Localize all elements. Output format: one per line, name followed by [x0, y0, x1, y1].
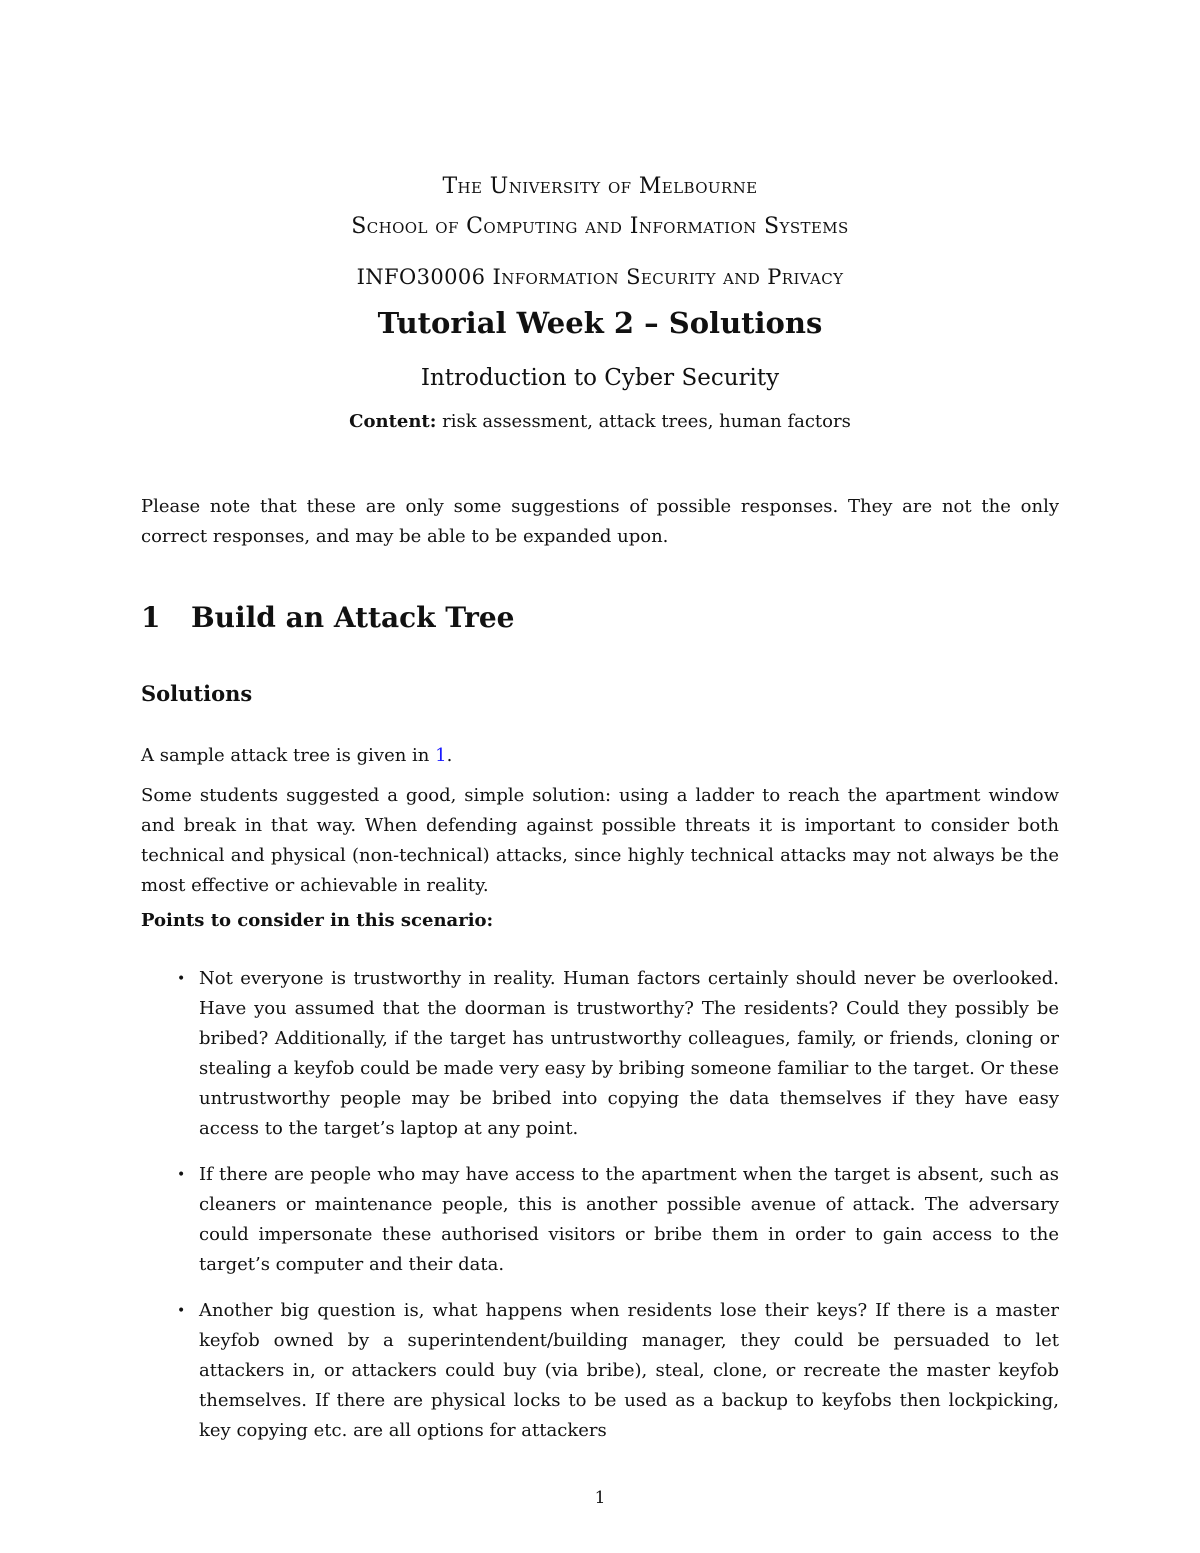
points-heading: Points to consider in this scenario:: [141, 910, 494, 931]
content-text: risk assessment, attack trees, human factors: [442, 411, 851, 432]
section-title: Build an Attack Tree: [191, 601, 515, 634]
bullet-icon: •: [177, 1167, 186, 1183]
list-item-text: Another big question is, what happens when residents lose their keys? If there is a master keyfob owned by a superintendent/building manager, they could be persuaded to let attackers in, or attackers could buy (via bribe), steal, clone, or recreate the master keyfob themselves. If there are physical locks to be used as a backup to keyfobs then lockpicking, key copying etc. are all options for attackers: [199, 1300, 1059, 1441]
list-item-text: Not everyone is trustworthy in reality. Human factors certainly should never be overlooked. Have you assumed that the doorman is trustworthy? The residents? Could they possibly be bribed? Additionally, if the target has untrustworthy colleagues, family, or friends, cloning or stealing a keyfob could be made very easy by bribing someone familiar to the target. Or these untrustworthy people may be bribed into copying the data themselves if they have easy access to the target’s laptop at any point.: [199, 968, 1059, 1139]
list-item: [163, 964, 1059, 1144]
page-title: Tutorial Week 2 – Solutions: [377, 306, 823, 340]
bullet-list: [163, 964, 1059, 1462]
subsection-heading: Solutions: [141, 681, 253, 706]
page-subtitle: Introduction to Cyber Security: [420, 365, 780, 391]
list-item-text: If there are people who may have access to the apartment when the target is absent, such as cleaners or maintenance people, this is another possible avenue of attack. The adversary could impersonate these authorised visitors or bribe them in order to gain access to the target’s computer and their data.: [199, 1164, 1059, 1275]
note-paragraph: Please note that these are only some suggestions of possible responses. They are not the only correct responses, and may be able to be expanded upon.: [141, 496, 1059, 547]
university-name: The University of Melbourne: [442, 174, 758, 199]
school-name: School of Computing and Information Systems: [351, 214, 849, 239]
content-line: [0, 411, 1200, 432]
figure-reference-link[interactable]: 1: [435, 745, 447, 766]
bullet-icon: •: [177, 1303, 186, 1319]
paragraph-text: A sample attack tree is given in: [141, 745, 436, 766]
paragraph-ladder: Some students suggested a good, simple solution: using a ladder to reach the apartment window and break in that way. When defending against possible threats it is important to consider both technical and physical (non-technical) attacks, since highly technical attacks may not always be the most effective or achievable in reality.: [141, 785, 1059, 896]
list-item: [163, 1296, 1059, 1446]
content-label: Content:: [349, 411, 437, 432]
list-item: [163, 1160, 1059, 1280]
paragraph-attack-tree: [141, 741, 1059, 771]
page-number: 1: [594, 1488, 606, 1508]
section-heading: [141, 601, 515, 634]
section-number: 1: [141, 601, 161, 634]
bullet-icon: •: [177, 971, 186, 987]
course-title: INFO30006 Information Security and Privacy: [356, 265, 844, 289]
paragraph-text-end: .: [446, 745, 453, 766]
